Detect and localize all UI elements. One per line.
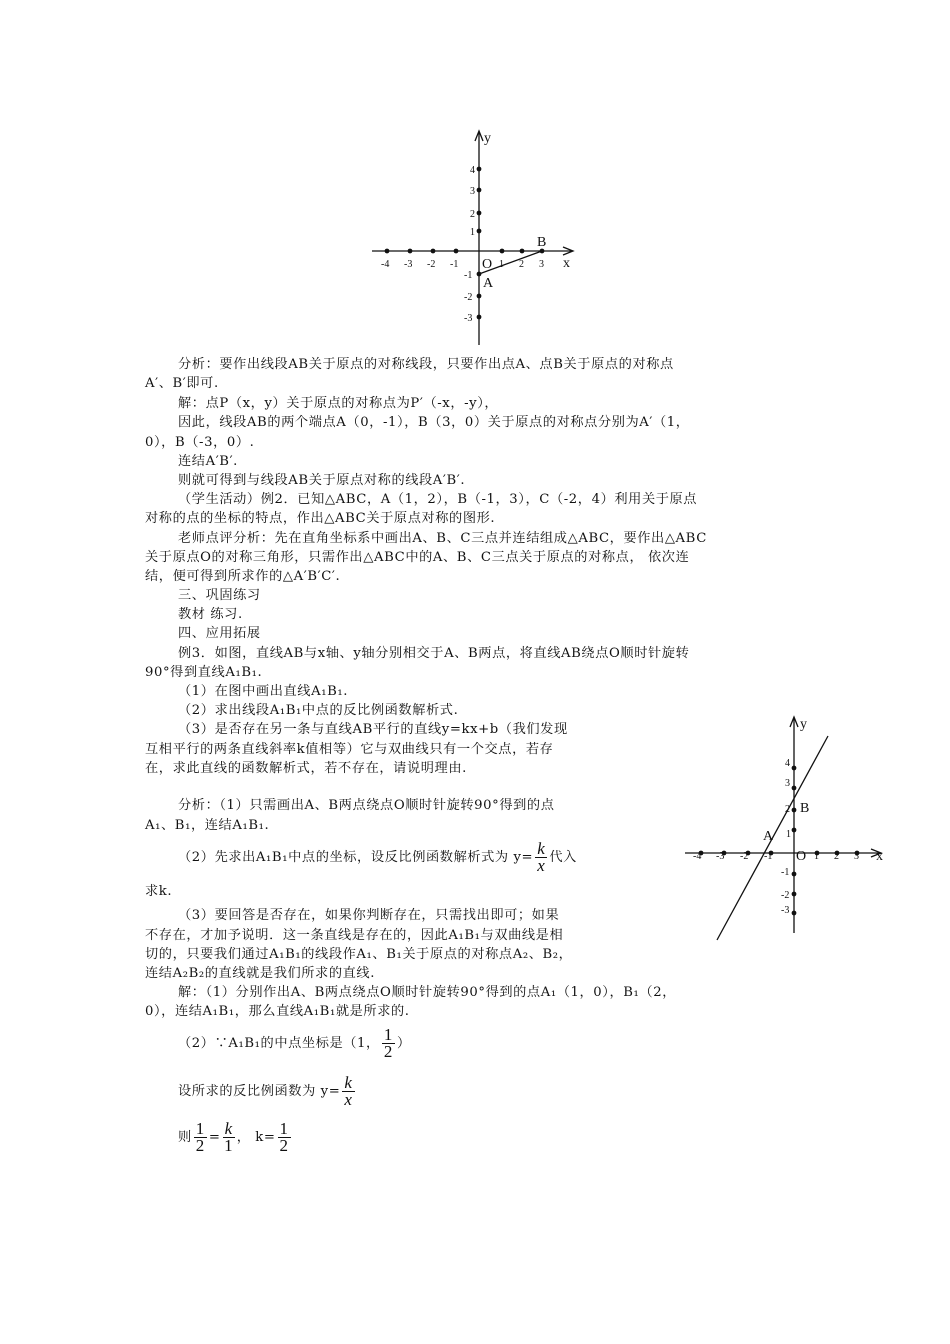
x-tick: -2 [740, 851, 749, 862]
point-b-label: B [800, 801, 810, 816]
fraction-k-over-1 [223, 1121, 235, 1154]
text-span: ） [396, 1036, 411, 1051]
x-tick: -2 [427, 259, 436, 270]
y-tick: 4 [785, 758, 790, 769]
text-line: （学生活动）例2．已知△ABC，A（1，2），B（-1，3），C（-2，4）利用关于原点 [178, 492, 698, 507]
text-span: = [208, 1130, 221, 1145]
fraction-k-over-x [535, 841, 547, 874]
text-line: （1）在图中画出直线A₁B₁. [178, 684, 349, 699]
x-tick: -4 [381, 259, 390, 270]
text-line: 分析：要作出线段AB关于原点的对称线段，只要作出点A、点B关于原点的对称点 [178, 357, 674, 372]
y-dot [477, 167, 482, 172]
y-dot [792, 766, 797, 771]
numerator: 1 [195, 1119, 205, 1138]
text-line: 则就可得到与线段AB关于原点对称的线段A′B′. [178, 473, 466, 488]
origin-label: O [482, 257, 493, 272]
y-dot [477, 211, 482, 216]
y-tick: 2 [785, 804, 790, 815]
y-dot [792, 911, 797, 916]
text-line: A₁、B₁，连结A₁B₁. [145, 818, 270, 833]
text-line: 90°得到直线A₁B₁. [145, 665, 263, 680]
text-span: 则 [178, 1130, 192, 1145]
text-line [178, 838, 577, 878]
text-line: 求k. [145, 884, 173, 899]
y-tick: -1 [781, 867, 790, 878]
x-tick: -4 [693, 851, 702, 862]
point-a-label: A [483, 276, 494, 291]
x-dot [500, 249, 505, 254]
numerator: k [537, 839, 546, 858]
text-span: （2）∵A₁B₁的中点坐标是（1， [178, 1036, 380, 1051]
text-span: ， k= [236, 1130, 276, 1145]
fraction-k-over-x [342, 1075, 354, 1108]
denominator: 1 [224, 1136, 234, 1155]
x-tick: 3 [539, 259, 544, 270]
x-tick: 2 [519, 259, 524, 270]
x-dot [520, 249, 525, 254]
text-line [178, 1024, 411, 1064]
x-tick: -1 [450, 259, 459, 270]
x-dot [408, 249, 413, 254]
text-line: 对称的点的坐标的特点，作出△ABC关于原点对称的图形. [145, 511, 496, 526]
y-tick: 2 [470, 209, 475, 220]
text-line: 0），连结A₁B₁，那么直线A₁B₁就是所求的. [145, 1004, 410, 1019]
text-span: 设所求的反比例函数为 y= [178, 1084, 341, 1099]
text-line: （3）是否存在另一条与直线AB平行的直线y=kx+b（我们发现 [178, 722, 568, 737]
text-line: 连结A′B′. [178, 454, 238, 469]
section-heading: 四、应用拓展 [178, 626, 261, 641]
x-tick: 2 [834, 851, 839, 862]
figure-2 [680, 708, 895, 948]
y-tick: 1 [786, 829, 791, 840]
text-line: 互相平行的两条直线斜率k值相等）它与双曲线只有一个交点，若存 [145, 742, 554, 757]
y-axis-label: y [800, 717, 807, 732]
y-dot [477, 229, 482, 234]
numerator: k [344, 1073, 353, 1092]
text-line: 0），B（-3，0）. [145, 435, 255, 450]
text-line [178, 1072, 357, 1112]
y-tick: -2 [464, 292, 473, 303]
point-b-label: B [537, 235, 547, 250]
x-tick: 1 [814, 851, 819, 862]
x-axis-label: x [876, 849, 883, 864]
fraction-1-over-2 [194, 1121, 207, 1154]
y-dot [477, 315, 482, 320]
text-span: 代入 [549, 850, 577, 865]
text-line: 不存在，才加予说明．这一条直线是存在的，因此A₁B₁与双曲线是相 [145, 928, 564, 943]
text-line: 切的，只要我们通过A₁B₁的线段作A₁、B₁关于原点的对称点A₂、B₂， [145, 947, 573, 962]
text-line: 老师点评分析：先在直角坐标系中画出A、B、C三点并连结组成△ABC，要作出△ABC [178, 531, 707, 546]
y-tick: 1 [470, 227, 475, 238]
text-line: 结，便可得到所求作的△A′B′C′. [145, 569, 341, 584]
denominator: x [537, 856, 546, 875]
text-line: 关于原点O的对称三角形，只需作出△ABC中的A、B、C三点关于原点的对称点， 依次连 [145, 550, 690, 565]
y-tick: 3 [470, 186, 475, 197]
y-tick: -3 [781, 905, 790, 916]
fraction-1-over-2 [278, 1121, 291, 1154]
y-dot [792, 808, 797, 813]
y-dot [792, 786, 797, 791]
text-line: 例3．如图，直线AB与x轴、y轴分别相交于A、B两点，将直线AB绕点O顺时针旋转 [178, 646, 690, 661]
x-tick: -3 [404, 259, 413, 270]
text-line: 在，求此直线的函数解析式，若不存在，请说明理由. [145, 761, 467, 776]
y-dot [792, 872, 797, 877]
text-line [178, 1118, 293, 1158]
x-tick: 3 [854, 851, 859, 862]
origin-label: O [796, 849, 807, 864]
x-dot [385, 249, 390, 254]
y-tick: -2 [781, 890, 790, 901]
text-line: 教材 练习. [178, 607, 243, 622]
denominator: 2 [195, 1136, 205, 1155]
denominator: 2 [383, 1042, 393, 1061]
y-tick: 3 [785, 778, 790, 789]
x-dot [431, 249, 436, 254]
y-dot [792, 892, 797, 897]
numerator: 1 [383, 1025, 393, 1044]
fraction-1-over-2 [382, 1027, 395, 1060]
figure-1 [360, 120, 600, 350]
text-line: 因此，线段AB的两个端点A（0，-1），B（3，0）关于原点的对称点分别为A′（1， [178, 415, 690, 430]
y-dot [477, 272, 482, 277]
y-axis-label: y [484, 131, 491, 146]
y-dot [477, 188, 482, 193]
y-tick: -1 [464, 270, 473, 281]
section-heading: 三、巩固练习 [178, 588, 261, 603]
text-line: （2）求出线段A₁B₁中点的反比例函数解析式. [178, 703, 459, 718]
denominator: x [344, 1090, 353, 1109]
denominator: 2 [279, 1136, 289, 1155]
point-a-label: A [763, 829, 774, 844]
y-dot [477, 294, 482, 299]
text-span: （2）先求出A₁B₁中点的坐标，设反比例函数解析式为 y= [178, 850, 534, 865]
text-line: （3）要回答是否存在，如果你判断存在，只需找出即可；如果 [178, 908, 560, 923]
x-axis-label: x [563, 256, 570, 271]
numerator: k [224, 1119, 233, 1138]
y-tick: 4 [470, 165, 475, 176]
x-dot [454, 249, 459, 254]
numerator: 1 [279, 1119, 289, 1138]
text-line: 解：点P（x，y）关于原点的对称点为P′（-x，-y）， [178, 396, 499, 411]
y-tick: -3 [464, 313, 473, 324]
text-line: 连结A₂B₂的直线就是我们所求的直线. [145, 966, 376, 981]
text-line: A′、B′即可. [145, 376, 219, 391]
y-dot [792, 828, 797, 833]
x-tick: 1 [499, 259, 504, 270]
x-tick: -3 [716, 851, 725, 862]
text-line: 分析：（1）只需画出A、B两点绕点O顺时针旋转90°得到的点 [178, 798, 555, 813]
text-line: 解：（1）分别作出A、B两点绕点O顺时针旋转90°得到的点A₁（1，0），B₁（2， [178, 985, 676, 1000]
x-tick: -1 [764, 851, 773, 862]
